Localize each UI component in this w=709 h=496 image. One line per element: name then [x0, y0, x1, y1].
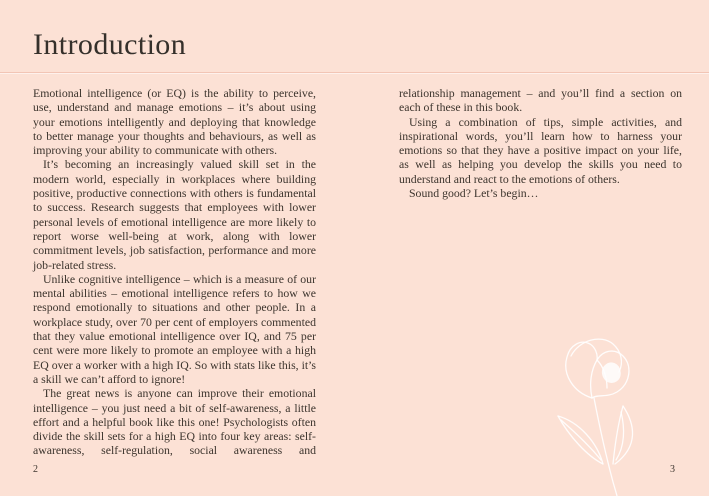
paragraph: The great news is anyone can improve their emotional intelligence – you just need a bit of self-awareness, a little effort and a helpful book like this one! Psychologists often divide the skill sets for a high EQ into four key areas: self-awareness, self-regulation, social awareness and	[33, 386, 316, 458]
title-divider	[0, 72, 709, 73]
paragraph: It’s becoming an increasingly valued skill set in the modern world, especially in workplaces where building positive, productive connections with others is fundamental to success. Research suggests that employees with lower personal levels of emotional intelligence are more likely to report worse well-being at work, along with lower commitment levels, job satisfaction, performance and more job-related stress.	[33, 157, 316, 272]
left-page-text-column	[33, 86, 316, 458]
paragraph: Emotional intelligence (or EQ) is the ability to perceive, use, understand and manage emotions – it’s about using your emotions intelligently and deploying that knowledge to better manage your thoughts and behaviours, as well as improving your ability to communicate with others.	[33, 86, 316, 158]
paragraph: Using a combination of tips, simple activities, and inspirational words, you’ll learn how to harness your emotions so that they have a positive impact on your life, as well as helping you develop the skills you need to understand and react to the emotions of others.	[399, 114, 682, 186]
paragraph: Unlike cognitive intelligence – which is a measure of our mental abilities – emotional intelligence refers to how we respond emotionally to situations and other people. In a workplace study, over 70 per cent of employers commented that they value emotional intelligence over IQ, and 75 per cent were more likely to promote an employee with a high EQ over a worker with a high IQ. So with stats like this, it’s a skill we can’t afford to ignore!	[33, 271, 316, 386]
chapter-title: Introduction	[33, 28, 187, 61]
page-number-right: 3	[670, 464, 675, 475]
right-page-text-column	[399, 86, 682, 200]
page-number-left: 2	[33, 464, 38, 475]
flower-line-art-icon	[545, 332, 655, 496]
paragraph: Sound good? Let’s begin…	[409, 186, 539, 201]
paragraph: relationship management – and you’ll find a section on each of these in this book.	[399, 86, 682, 115]
